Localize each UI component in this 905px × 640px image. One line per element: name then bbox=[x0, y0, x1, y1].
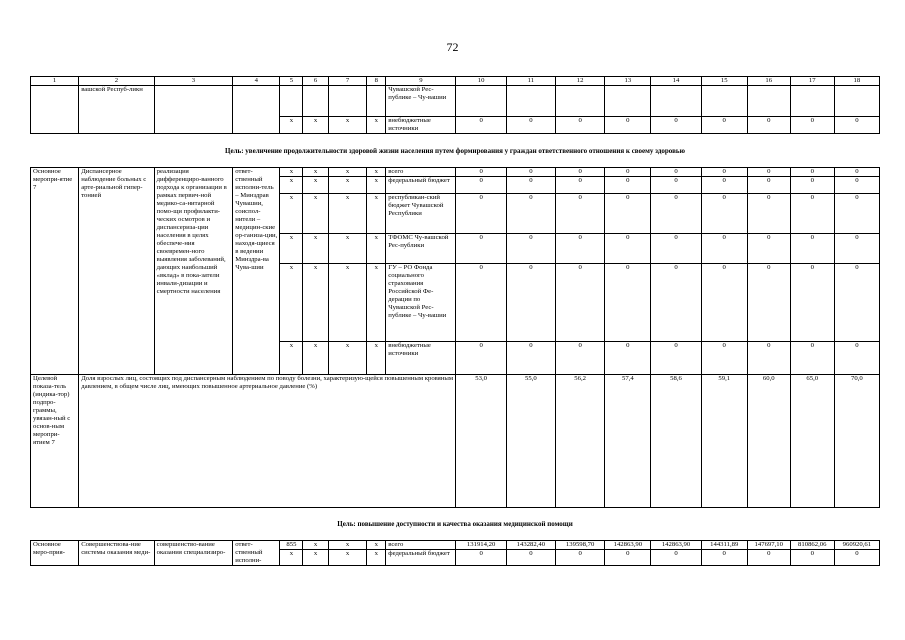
cell-source: федеральный бюджет bbox=[386, 177, 456, 194]
cell-mark: x bbox=[303, 264, 328, 342]
cell-value: 0 bbox=[790, 234, 834, 264]
cell-value: 0 bbox=[456, 168, 506, 177]
cell bbox=[651, 86, 701, 117]
cell-mark: x bbox=[367, 117, 386, 134]
cell-executor: ответ-ственный исполни-тель – Минздрав Чувашии, соиспол-нители – медицин-ские ор-ганиза-ции, находя-щиеся в ведении Минздра-ва Чува-шии bbox=[233, 168, 280, 375]
cell-mark: x bbox=[280, 550, 303, 566]
col-header: 18 bbox=[834, 77, 879, 86]
cell-value: 147697,10 bbox=[747, 541, 790, 550]
cell-value: 0 bbox=[701, 117, 747, 134]
cell-mark: x bbox=[367, 194, 386, 234]
cell-value: 0 bbox=[790, 342, 834, 375]
cell-value: 0 bbox=[556, 117, 605, 134]
cell-value: 65,0 bbox=[790, 375, 834, 508]
cell-value: 0 bbox=[456, 117, 506, 134]
cell-mark: x bbox=[303, 541, 328, 550]
cell-mark: x bbox=[328, 168, 367, 177]
cell-mark: x bbox=[328, 550, 367, 566]
cell bbox=[367, 86, 386, 117]
cell-mark: x bbox=[367, 541, 386, 550]
cell-value: 0 bbox=[605, 177, 651, 194]
header-row bbox=[31, 77, 880, 86]
cell-value: 0 bbox=[506, 117, 555, 134]
cell-value: 0 bbox=[834, 194, 879, 234]
cell-value: 0 bbox=[556, 342, 605, 375]
cell-event-type: Основное меро-прия- bbox=[31, 541, 79, 566]
cell-value: 0 bbox=[834, 177, 879, 194]
cell-value: 0 bbox=[747, 342, 790, 375]
cell bbox=[280, 86, 303, 117]
cell-value: 0 bbox=[605, 342, 651, 375]
cell-mark: x bbox=[328, 177, 367, 194]
cell bbox=[303, 86, 328, 117]
cell-mark: x bbox=[328, 264, 367, 342]
col-header: 14 bbox=[651, 77, 701, 86]
cell-mark: x bbox=[303, 177, 328, 194]
cell-value: 142863,90 bbox=[605, 541, 651, 550]
cell-value: 0 bbox=[747, 234, 790, 264]
cell-mark: x bbox=[280, 234, 303, 264]
cell-value: 55,0 bbox=[506, 375, 555, 508]
cell-source: Чувашской Рес-публике – Чу-вашии bbox=[386, 86, 456, 117]
cell-value: 60,0 bbox=[747, 375, 790, 508]
cell-indicator-text: Доля взрослых лиц, состоящих под диспансерным наблюдением по поводу болезни, характеризую-щейся повышенным кровяным давлением, в общем числе лиц, имеющих повышенное артериальное давление (%) bbox=[79, 375, 456, 508]
col-header: 3 bbox=[154, 77, 233, 86]
cell-value: 0 bbox=[747, 194, 790, 234]
cell-value: 0 bbox=[605, 168, 651, 177]
goal-heading: Цель: увеличение продолжительности здоровой жизни населения путем формирования у граждан ответственного отношения к своему здоровью bbox=[225, 146, 685, 155]
cell-value: 53,0 bbox=[456, 375, 506, 508]
goal-heading: Цель: повышение доступности и качества оказания медицинской помощи bbox=[337, 520, 573, 528]
cell-source: внебюджетные источники bbox=[386, 117, 456, 134]
cell-value: 0 bbox=[556, 550, 605, 566]
cell-value: 0 bbox=[701, 168, 747, 177]
cell-value: 0 bbox=[651, 264, 701, 342]
cell-source: всего bbox=[386, 168, 456, 177]
page-number: 72 bbox=[446, 40, 459, 54]
cell-mark: x bbox=[367, 177, 386, 194]
cell bbox=[605, 86, 651, 117]
cell-value: 0 bbox=[790, 264, 834, 342]
cell-value: 0 bbox=[556, 234, 605, 264]
col-header: 1 bbox=[31, 77, 79, 86]
cell-value: 0 bbox=[701, 550, 747, 566]
cell-value: 59,1 bbox=[701, 375, 747, 508]
cell-value: 0 bbox=[456, 264, 506, 342]
cell-source: республикан-ский бюджет Чувашской Республики bbox=[386, 194, 456, 234]
cell-value: 0 bbox=[651, 550, 701, 566]
cell-value: 0 bbox=[834, 234, 879, 264]
cell-value: 0 bbox=[556, 168, 605, 177]
cell-mark: x bbox=[328, 342, 367, 375]
cell bbox=[506, 86, 555, 117]
cell-mark: x bbox=[328, 234, 367, 264]
col-header: 11 bbox=[506, 77, 555, 86]
cell-mark: x bbox=[367, 342, 386, 375]
cell-event-name: Диспансерное наблюдение больных с арте-риальной гипер-тонией bbox=[79, 168, 154, 375]
cell-value: 0 bbox=[506, 194, 555, 234]
cell-value: 0 bbox=[834, 264, 879, 342]
cell-indicator-type: Целевой показа-тель (индика-тор) подпро-граммы, увязан-ный с основ-ным меропри-ятием 7 bbox=[31, 375, 79, 508]
cell-event-description: реализация дифференциро-ванного подхода к организации в рамках первич-ной медико-са-нитарной помо-щи профилакти-ческих осмотров и диспансериза-ции населения в целях обеспече-ния своевремен-ного выявления заболеваний, дающих наибольший «вклад» в пока-затели инвали-дизации и смертности населения bbox=[154, 168, 233, 375]
col-header: 8 bbox=[367, 77, 386, 86]
cell-mark: x bbox=[303, 117, 328, 134]
cell-source: внебюджетные источники bbox=[386, 342, 456, 375]
cell-value: 0 bbox=[834, 550, 879, 566]
cell-value: 0 bbox=[747, 264, 790, 342]
cell-executor: ответ-ственный исполни- bbox=[233, 541, 280, 566]
cell-value: 70,0 bbox=[834, 375, 879, 508]
cell-value: 0 bbox=[790, 177, 834, 194]
cell bbox=[701, 86, 747, 117]
goal-row bbox=[31, 508, 880, 541]
cell bbox=[233, 86, 280, 134]
cell bbox=[747, 86, 790, 117]
cell-value: 0 bbox=[556, 264, 605, 342]
cell-source: ГУ – РО Фонда социального страхования Российской Фе-дерации по Чувашской Рес-публике – Чу-вашии bbox=[386, 264, 456, 342]
col-header: 16 bbox=[747, 77, 790, 86]
col-header: 17 bbox=[790, 77, 834, 86]
cell-mark: x bbox=[367, 168, 386, 177]
goal-row bbox=[31, 134, 880, 168]
program-table bbox=[30, 76, 880, 566]
cell-value: 0 bbox=[456, 550, 506, 566]
cell-value: 0 bbox=[456, 194, 506, 234]
col-header: 15 bbox=[701, 77, 747, 86]
cell-value: 0 bbox=[651, 194, 701, 234]
cell-value: 0 bbox=[790, 194, 834, 234]
cell bbox=[328, 86, 367, 117]
cell bbox=[790, 86, 834, 117]
cell-mark: x bbox=[328, 194, 367, 234]
cell bbox=[154, 86, 233, 134]
cell-mark: x bbox=[303, 550, 328, 566]
cell-value: 0 bbox=[701, 194, 747, 234]
cell bbox=[556, 86, 605, 117]
cell-value: 58,6 bbox=[651, 375, 701, 508]
cell-value: 0 bbox=[556, 177, 605, 194]
cell-value: 0 bbox=[456, 177, 506, 194]
cell-value: 0 bbox=[747, 550, 790, 566]
table-row bbox=[31, 168, 880, 177]
cell-value: 144311,89 bbox=[701, 541, 747, 550]
cell-value: 0 bbox=[747, 117, 790, 134]
cell-value: 0 bbox=[556, 194, 605, 234]
cell-mark: x bbox=[367, 264, 386, 342]
cell-mark: x bbox=[303, 168, 328, 177]
cell-value: 0 bbox=[790, 168, 834, 177]
cell-value: 0 bbox=[747, 177, 790, 194]
cell-value: 0 bbox=[834, 342, 879, 375]
cell-value: 0 bbox=[605, 234, 651, 264]
cell-source: ТФОМС Чу-вашской Рес-публики bbox=[386, 234, 456, 264]
cell-value: 0 bbox=[747, 168, 790, 177]
cell-value: 0 bbox=[651, 342, 701, 375]
cell-value: 0 bbox=[651, 168, 701, 177]
cell-value: 0 bbox=[506, 234, 555, 264]
cell-value: 0 bbox=[605, 194, 651, 234]
cell-value: 0 bbox=[701, 177, 747, 194]
cell-value: 0 bbox=[605, 117, 651, 134]
cell-event-name: Совершенствова-ние системы оказания меди- bbox=[79, 541, 154, 566]
cell-value: 0 bbox=[651, 117, 701, 134]
cell-value: 139598,70 bbox=[556, 541, 605, 550]
table-row bbox=[31, 375, 880, 508]
cell-value: 56,2 bbox=[556, 375, 605, 508]
cell-source: всего bbox=[386, 541, 456, 550]
cell-mark: x bbox=[303, 234, 328, 264]
cell-value: 131914,20 bbox=[456, 541, 506, 550]
cell-value: 0 bbox=[834, 117, 879, 134]
cell-mark: x bbox=[280, 264, 303, 342]
cell-value: 0 bbox=[701, 342, 747, 375]
cell-mark: x bbox=[303, 194, 328, 234]
cell-mark: x bbox=[303, 342, 328, 375]
cell-value: 960920,61 bbox=[834, 541, 879, 550]
cell-value: 0 bbox=[506, 342, 555, 375]
cell-value: 0 bbox=[506, 264, 555, 342]
cell-mark: x bbox=[367, 550, 386, 566]
table-row bbox=[31, 86, 880, 117]
cell-mark: 855 bbox=[280, 541, 303, 550]
cell-value: 0 bbox=[701, 234, 747, 264]
col-header: 2 bbox=[79, 77, 154, 86]
cell-mark: x bbox=[328, 117, 367, 134]
cell-value: 0 bbox=[834, 168, 879, 177]
cell-value: 57,4 bbox=[605, 375, 651, 508]
cell-event-description: совершенство-вание оказания специализиро- bbox=[154, 541, 233, 566]
col-header: 7 bbox=[328, 77, 367, 86]
cell-value: 810862,06 bbox=[790, 541, 834, 550]
cell-value: 0 bbox=[456, 234, 506, 264]
cell-value: 142863,90 bbox=[651, 541, 701, 550]
col-header: 10 bbox=[456, 77, 506, 86]
cell-mark: x bbox=[280, 342, 303, 375]
table-row bbox=[31, 541, 880, 550]
cell bbox=[31, 86, 79, 134]
cell-value: 0 bbox=[506, 550, 555, 566]
cell-mark: x bbox=[367, 234, 386, 264]
cell-value: 0 bbox=[506, 168, 555, 177]
col-header: 13 bbox=[605, 77, 651, 86]
col-header: 6 bbox=[303, 77, 328, 86]
cell-value: 0 bbox=[651, 177, 701, 194]
cell-activity: вашской Респуб-ликн bbox=[79, 86, 154, 134]
cell-value: 0 bbox=[790, 550, 834, 566]
cell bbox=[834, 86, 879, 117]
cell-value: 0 bbox=[605, 264, 651, 342]
col-header: 4 bbox=[233, 77, 280, 86]
cell-value: 143282,40 bbox=[506, 541, 555, 550]
cell-value: 0 bbox=[790, 117, 834, 134]
cell-value: 0 bbox=[456, 342, 506, 375]
col-header: 12 bbox=[556, 77, 605, 86]
cell bbox=[456, 86, 506, 117]
cell-mark: x bbox=[280, 168, 303, 177]
cell-value: 0 bbox=[506, 177, 555, 194]
cell-value: 0 bbox=[701, 264, 747, 342]
cell-mark: x bbox=[280, 177, 303, 194]
col-header: 5 bbox=[280, 77, 303, 86]
col-header: 9 bbox=[386, 77, 456, 86]
cell-mark: x bbox=[280, 194, 303, 234]
cell-mark: x bbox=[280, 117, 303, 134]
cell-value: 0 bbox=[605, 550, 651, 566]
cell-event-type: Основное меропри-ятие 7 bbox=[31, 168, 79, 375]
cell-mark: x bbox=[328, 541, 367, 550]
cell-source: федеральный бюджет bbox=[386, 550, 456, 566]
cell-value: 0 bbox=[651, 234, 701, 264]
